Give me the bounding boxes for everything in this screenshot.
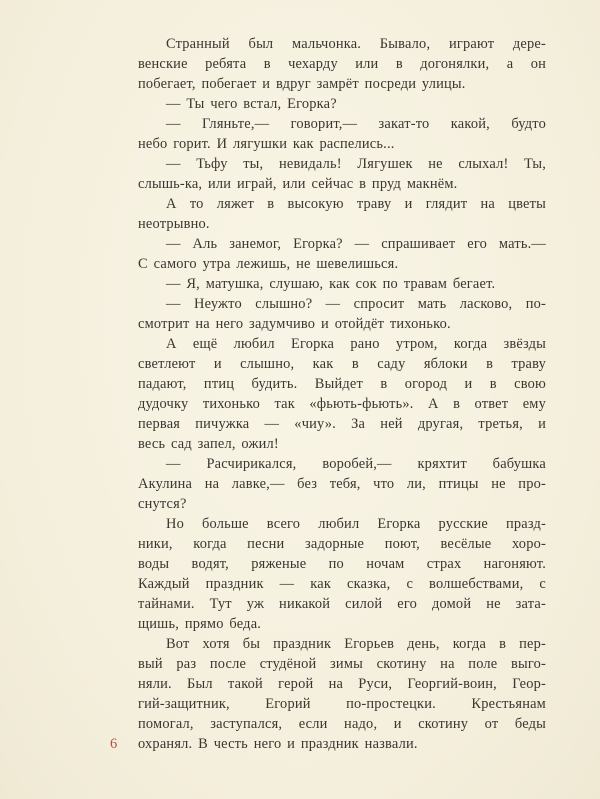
text-line: — Неужто слышно? — спросит мать ласково, по- <box>166 296 546 312</box>
text-line: — Расчирикался, воробей,— кряхтит бабушка <box>166 456 546 472</box>
text-line: смотрит на него задумчиво и отойдёт тихонько. <box>138 316 451 332</box>
text-line: вый раз после студёной зимы скотину на поле выго- <box>138 656 546 672</box>
text-line: дудочку тихонько так «фьють-фьють». А в ответ ему <box>138 396 546 412</box>
text-line: Вот хотя бы праздник Егорьев день, когда в пер- <box>166 636 546 652</box>
text-line: А то ляжет в высокую траву и глядит на цветы <box>166 196 546 212</box>
text-line: Акулина на лавке,— без тебя, что ли, птицы не про- <box>138 476 546 492</box>
text-line: гий-защитник, Егорий по-простецки. Крестьянам <box>138 696 546 712</box>
text-line: — Аль занемог, Егорка? — спрашивает его мать.— <box>166 236 546 252</box>
text-line: побегает, побегает и вдруг замрёт посреди улицы. <box>138 76 466 92</box>
text-line: тайнами. Тут уж никакой силой его домой не зата- <box>138 596 546 612</box>
text-line: Но больше всего любил Егорка русские празд- <box>166 516 546 532</box>
text-line: снутся? <box>138 496 187 512</box>
text-line: светлеют и слышно, как в саду яблоки в траву <box>138 356 546 372</box>
page-number: 6 <box>110 736 118 752</box>
text-line: слышь-ка, или играй, или сейчас в пруд макнём. <box>138 176 458 192</box>
text-line: — Гляньте,— говорит,— закат-то какой, будто <box>166 116 546 132</box>
text-line: неотрывно. <box>138 216 210 232</box>
text-line: щишь, прямо беда. <box>138 616 262 632</box>
text-line: С самого утра лежишь, не шевелишься. <box>138 256 399 272</box>
text-line: — Ты чего встал, Егорка? <box>166 96 337 112</box>
text-line: весь сад запел, ожил! <box>138 436 279 452</box>
text-line: ники, когда песни задорные поют, весёлые хоро- <box>138 536 546 552</box>
text-line: охранял. В честь него и праздник назвали. <box>138 736 418 752</box>
text-line: — Тьфу ты, невидаль! Лягушек не слыхал! Ты, <box>166 156 546 172</box>
text-line: — Я, матушка, слушаю, как сок по травам бегает. <box>166 276 496 292</box>
text-line: падают, птиц будить. Выйдет в огород и в свою <box>138 376 546 392</box>
text-line: небо горит. И лягушки как распелись... <box>138 136 395 152</box>
text-line: первая пичужка — «чиу». За ней другая, третья, и <box>138 416 546 432</box>
text-line: воды водят, ряженые по ночам страх нагоняют. <box>138 556 546 572</box>
body-text <box>138 34 546 754</box>
text-line: Каждый праздник — как сказка, с волшебствами, с <box>138 576 546 592</box>
text-line: А ещё любил Егорка рано утром, когда звёзды <box>166 336 546 352</box>
text-line: помогал, заступался, если надо, и скотину от беды <box>138 716 546 732</box>
text-line: Странный был мальчонка. Бывало, играют дере- <box>166 36 546 52</box>
text-line: венские ребята в чехарду или в догонялки, а он <box>138 56 546 72</box>
text-line: няли. Был такой герой на Руси, Георгий-воин, Геор- <box>138 676 546 692</box>
